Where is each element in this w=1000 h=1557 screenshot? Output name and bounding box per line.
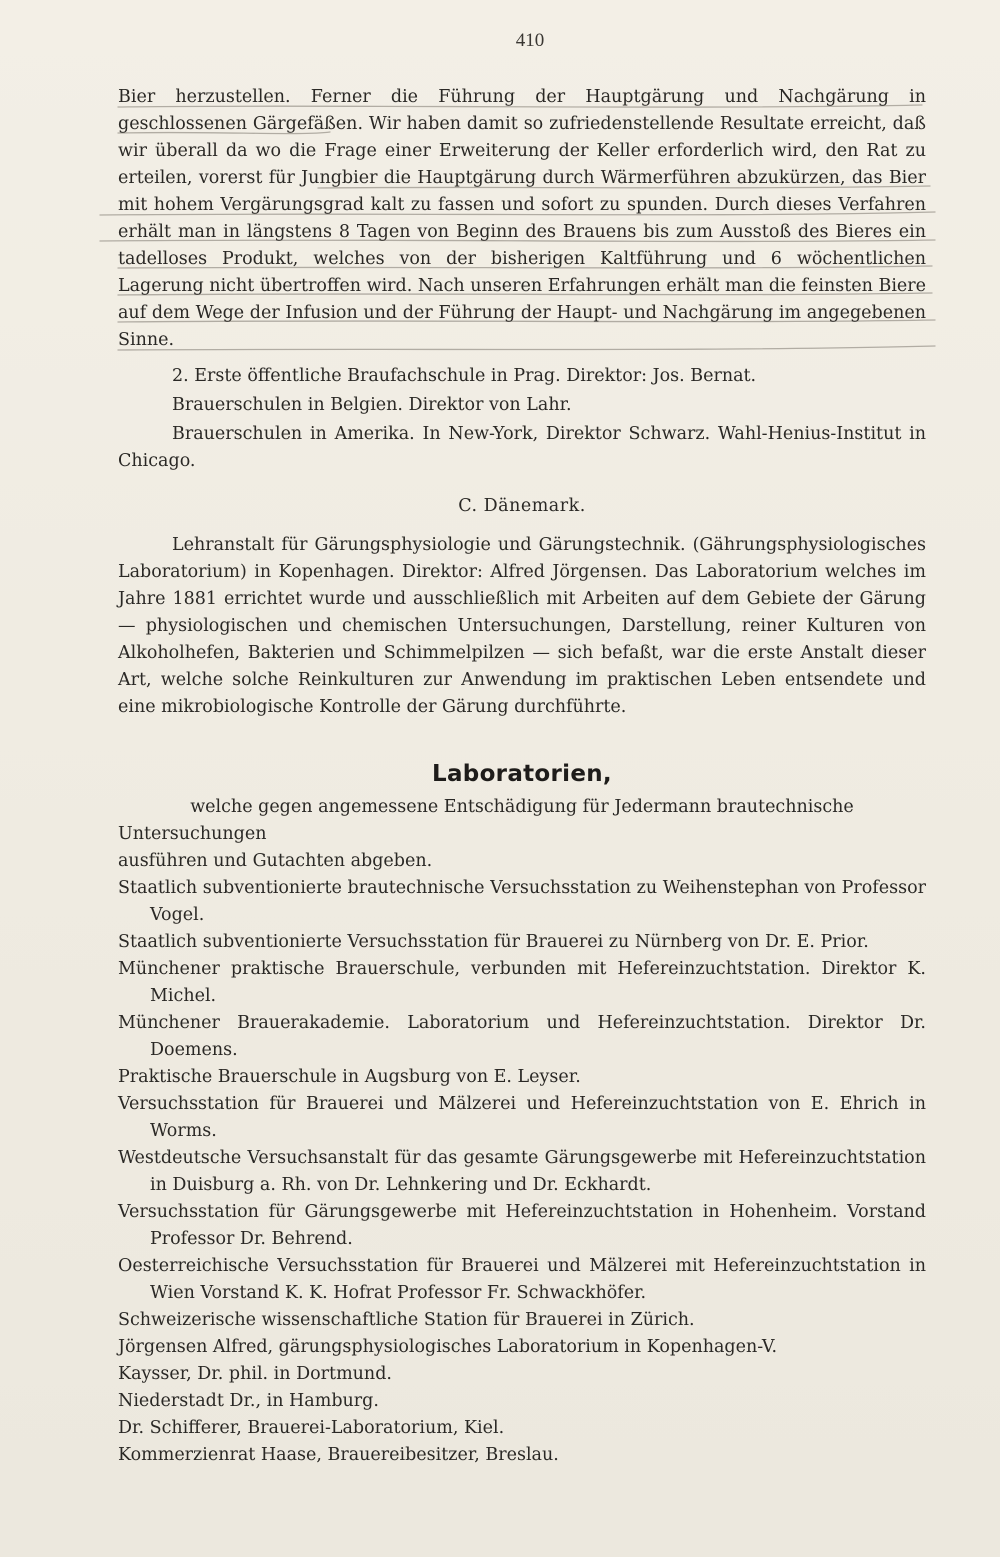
paragraph-prague-school: 2. Erste öffentliche Braufachschule in Prag. Direktor: Jos. Bernat. <box>172 366 757 386</box>
page-number: 410 <box>515 30 545 51</box>
heading-laboratories: Laboratorien, <box>432 761 612 787</box>
list-item: Praktische Brauerschule in Augsburg von E. Leyser. <box>118 1067 581 1087</box>
list-item: Münchener praktische Brauerschule, verbunden mit Hefereinzuchtstation. Direktor K. Michel. <box>118 959 926 1006</box>
list-item: Staatlich subventionierte brautechnische Versuchsstation zu Weihenstephan von Professor Vogel. <box>118 878 926 925</box>
paragraph-america-schools: Brauerschulen in Amerika. In New-York, Direktor Schwarz. Wahl-Henius-Institut in Chicago. <box>118 424 926 471</box>
list-item: Kaysser, Dr. phil. in Dortmund. <box>118 1364 392 1384</box>
list-item: Jörgensen Alfred, gärungsphysiologisches Laboratorium in Kopenhagen-V. <box>118 1337 778 1357</box>
list-item: Oesterreichische Versuchsstation für Brauerei und Mälzerei mit Hefereinzuchtstation in Wien Vorstand K. K. Hofrat Professor Fr. Schwackhöfer. <box>118 1256 926 1303</box>
laboratories-intro-line-1: welche gegen angemessene Entschädigung für Jedermann brautechnische Untersuchungen <box>118 797 854 844</box>
paragraph-belgium-schools: Brauerschulen in Belgien. Direktor von Lahr. <box>172 395 572 415</box>
laboratory-list <box>118 875 926 1469</box>
list-item: Niederstadt Dr., in Hamburg. <box>118 1391 379 1411</box>
section-heading-denmark: C. Dänemark. <box>458 496 586 516</box>
list-item: Schweizerische wissenschaftliche Station für Brauerei in Zürich. <box>118 1310 695 1330</box>
laboratories-intro-line-2: ausführen und Gutachten abgeben. <box>118 851 433 871</box>
list-item: Münchener Brauerakademie. Laboratorium und Hefereinzuchtstation. Direktor Dr. Doemens. <box>118 1013 926 1060</box>
paragraph-copenhagen-laboratory: Lehranstalt für Gärungsphysiologie und Gärungstechnik. (Gährungsphysiologisches Laboratorium) in Kopenhagen. Direktor: Alfred Jörgensen. Das Laboratorium welches im Jahre 1881 errichtet wurde und ausschließlich mit Arbeiten auf dem Gebiete der Gärung — physiologischen und chemischen Untersuchungen, Darstellung, reiner Kulturen von Alkoholhefen, Bakterien und Schimmelpilzen — sich befaßt, war die erste Anstalt dieser Art, welche solche Reinkulturen zur Anwendung im praktischen Leben entsendete und eine mikrobiologische Kontrolle der Gärung durchführte. <box>118 535 926 717</box>
list-item: Westdeutsche Versuchsanstalt für das gesamte Gärungsgewerbe mit Hefereinzuchtstation in Duisburg a. Rh. von Dr. Lehnkering und Dr. Eckhardt. <box>118 1148 926 1195</box>
list-item: Versuchsstation für Gärungsgewerbe mit Hefereinzuchtstation in Hohenheim. Vorstand Professor Dr. Behrend. <box>118 1202 926 1249</box>
list-item: Dr. Schifferer, Brauerei-Laboratorium, Kiel. <box>118 1418 505 1438</box>
page-body <box>118 84 926 1469</box>
list-item: Kommerzienrat Haase, Brauereibesitzer, Breslau. <box>118 1445 559 1465</box>
list-item: Staatlich subventionierte Versuchsstation für Brauerei zu Nürnberg von Dr. E. Prior. <box>118 932 869 952</box>
paragraph-brewing-method: Bier herzustellen. Ferner die Führung der Hauptgärung und Nachgärung in geschlossenen Gärgefäßen. Wir haben damit so zufriedenstellende Resultate erreicht, daß wir überall da wo die Frage einer Erweiterung der Keller erforderlich wird, den Rat zu erteilen, vorerst für Jungbier die Hauptgärung durch Wärmerführen abzukürzen, das Bier mit hohem Vergärungsgrad kalt zu fassen und sofort zu spunden. Durch dieses Verfahren erhält man in längstens 8 Tagen von Beginn des Brauens bis zum Ausstoß des Bieres ein tadelloses Produkt, welches von der bisherigen Kaltführung und 6 wöchentlichen Lagerung nicht übertroffen wird. Nach unseren Erfahrungen erhält man die feinsten Biere auf dem Wege der Infusion und der Führung der Haupt- und Nachgärung im angegebenen Sinne. <box>118 87 926 350</box>
list-item: Versuchsstation für Brauerei und Mälzerei und Hefereinzuchtstation von E. Ehrich in Worms. <box>118 1094 926 1141</box>
